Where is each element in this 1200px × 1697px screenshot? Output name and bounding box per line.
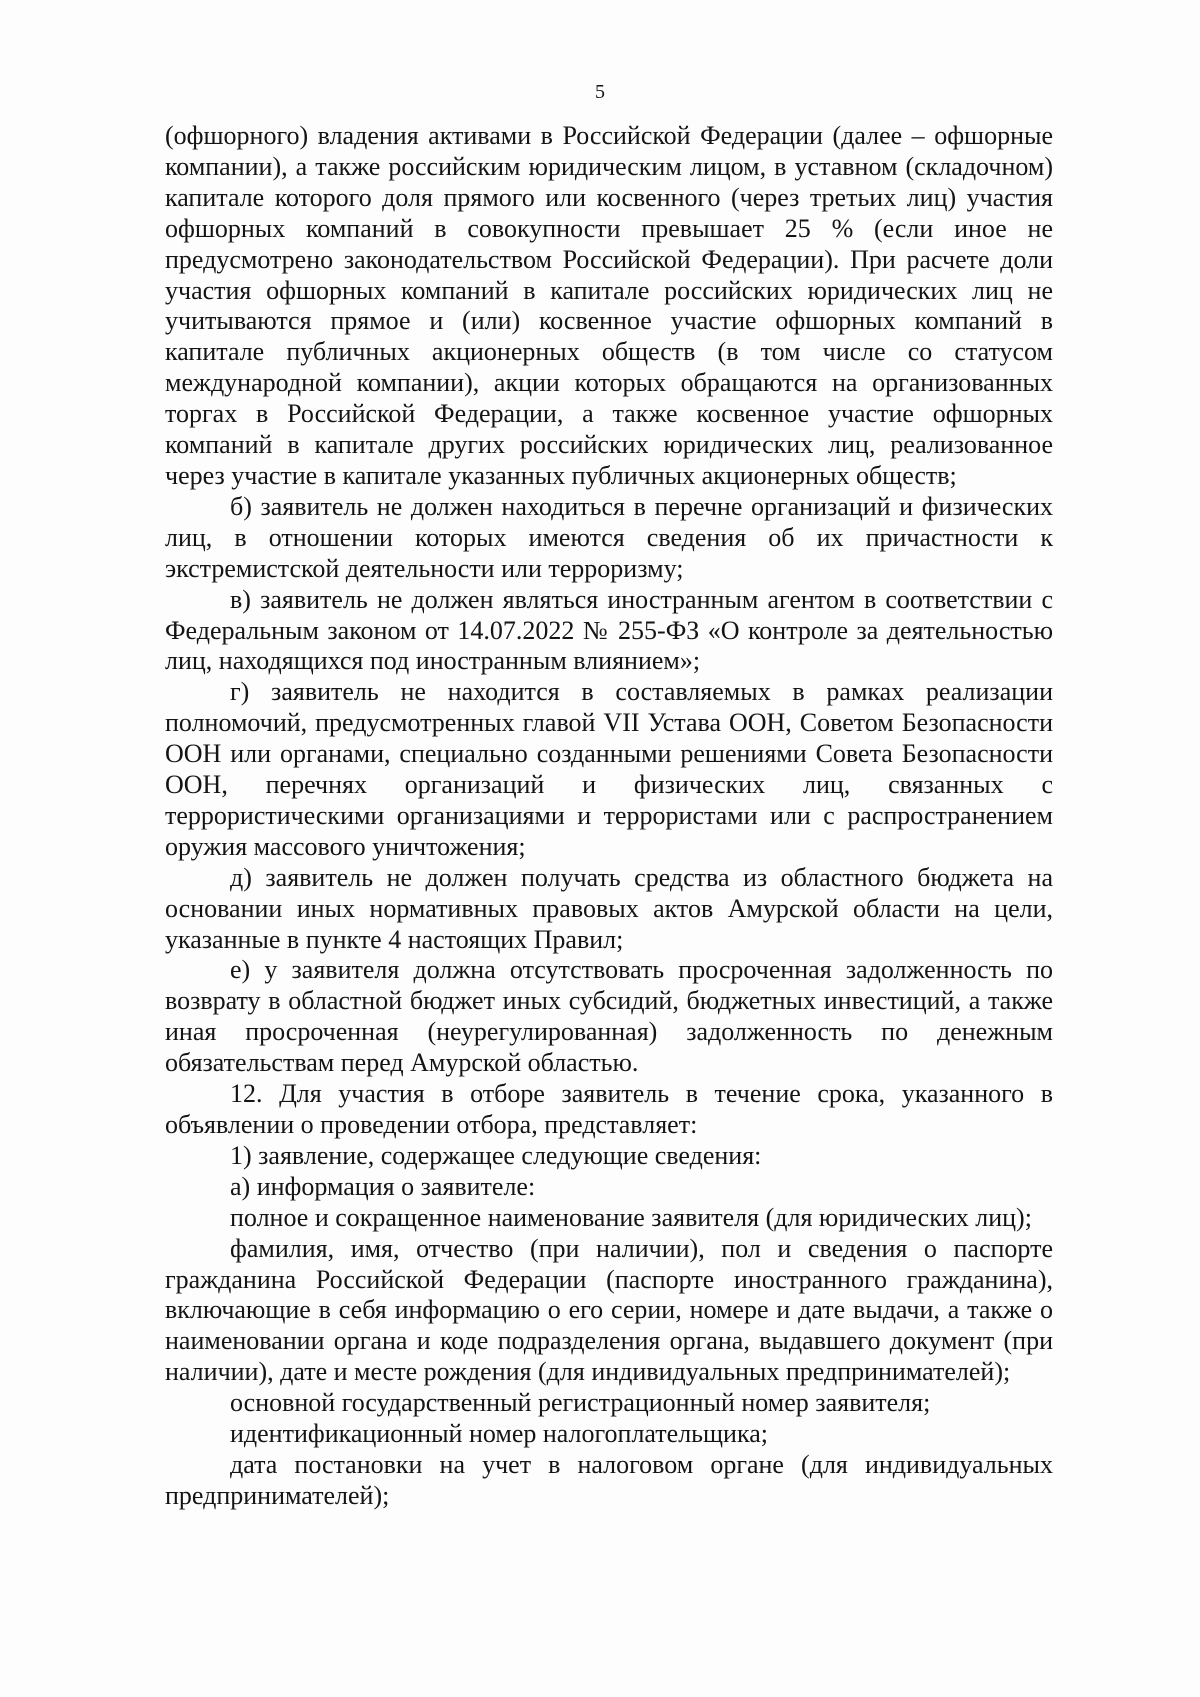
paragraph: полное и сокращенное наименование заявителя (для юридических лиц); — [230, 1202, 1032, 1232]
paragraph: е) у заявителя должна отсутствовать просроченная задолженность по возврату в областной бюджет иных субсидий, бюджетных инвестиций, а также иная просроченная (неурегулированная) задолженность по денежным обязательствам перед Амурской областью. — [165, 955, 1053, 1078]
paragraph: идентификационный номер налогоплательщика; — [230, 1419, 768, 1449]
paragraph: (офшорного) владения активами в Российской Федерации (далее – офшорные компании), а также российским юридическим лицом, в уставном (складочном) капитале которого доля прямого или косвенного (через третьих лиц) участия офшорных компаний в совокупности превышает 25 % (если иное не предусмотрено законодательством Российской Федерации). При расчете доли участия офшорных компаний в капитале российских юридических лиц не учитываются прямое и (или) косвенное участие офшорных компаний в капитале публичных акционерных обществ (в том числе со статусом международной компании), акции которых обращаются на организованных торгах в Российской Федерации, а также косвенное участие офшорных компаний в капитале других российских юридических лиц, реализованное через участие в капитале указанных публичных акционерных обществ; — [165, 121, 1053, 490]
paragraph: д) заявитель не должен получать средства из областного бюджета на основании иных нормативных правовых актов Амурской области на цели, указанные в пункте 4 настоящих Правил; — [165, 862, 1053, 954]
paragraph: 1) заявление, содержащее следующие сведения: — [230, 1140, 762, 1170]
paragraph: 12. Для участия в отборе заявитель в течение срока, указанного в объявлении о проведении отбора, представляет: — [165, 1079, 1053, 1139]
paragraph: г) заявитель не находится в составляемых в рамках реализации полномочий, предусмотренных главой VII Устава ООН, Советом Безопасности ООН или органами, специально созданными решениями Совета Безопасности ООН, перечнях организаций и физических лиц, связанных с террористическими организациями и террористами или с распространением оружия массового уничтожения; — [165, 677, 1053, 861]
document-body — [165, 121, 1053, 1512]
paragraph: основной государственный регистрационный номер заявителя; — [230, 1388, 931, 1418]
paragraph: фамилия, имя, отчество (при наличии), пол и сведения о паспорте гражданина Российской Федерации (паспорте иностранного гражданина), включающие в себя информацию о его серии, номере и дате выдачи, а также о наименовании органа и коде подразделения органа, выдавшего документ (при наличии), дате и месте рождения (для индивидуальных предпринимателей); — [165, 1233, 1053, 1387]
page-number: 5 — [595, 81, 605, 103]
paragraph: в) заявитель не должен являться иностранным агентом в соответствии с Федеральным законом от 14.07.2022 № 255-ФЗ «О контроле за деятельностью лиц, находящихся под иностранным влиянием»; — [165, 584, 1053, 676]
paragraph: б) заявитель не должен находиться в перечне организаций и физических лиц, в отношении которых имеются сведения об их причастности к экстремистской деятельности или терроризму; — [165, 491, 1053, 583]
paragraph: а) информация о заявителе: — [230, 1171, 536, 1201]
paragraph: дата постановки на учет в налоговом органе (для индивидуальных предпринимателей); — [165, 1449, 1053, 1510]
